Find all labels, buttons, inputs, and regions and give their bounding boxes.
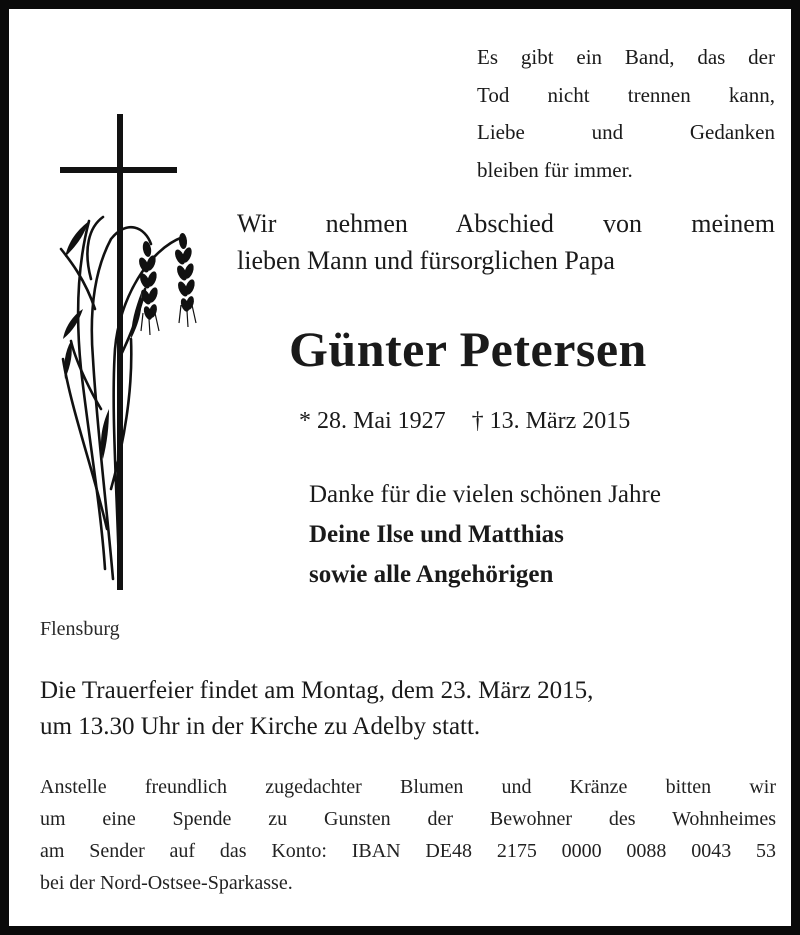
life-dates (299, 405, 630, 437)
donation-line: um eine Spende zu Gunsten der Bewohner des Wohnheimes (40, 808, 776, 830)
cross-with-wheat-icon (49, 109, 219, 599)
deceased-name: Günter Petersen (289, 321, 647, 377)
intro-line: Wir nehmen Abschied von meinem (237, 209, 775, 238)
poem-line: bleiben für immer. (477, 157, 633, 182)
ceremony-line: Die Trauerfeier findet am Montag, dem 23. März 2015, (40, 677, 594, 704)
poem-line: Es gibt ein Band, das der (477, 45, 775, 69)
location: Flensburg (40, 618, 120, 640)
thanks-line: Danke für die vielen schönen Jahre (309, 481, 661, 508)
ceremony-line: um 13.30 Uhr in der Kirche zu Adelby statt. (40, 713, 481, 740)
intro-line: lieben Mann und fürsorglichen Papa (237, 246, 615, 275)
death-date: † 13. März 2015 (471, 408, 631, 434)
relatives-line: sowie alle Angehörigen (309, 561, 554, 588)
donation-line: bei der Nord-Ostsee-Sparkasse. (40, 872, 293, 894)
poem (477, 39, 775, 189)
farewell-intro (237, 205, 775, 279)
donation-line: am Sender auf das Konto: IBAN DE48 2175 0000 0088 0043 53 (40, 840, 776, 862)
ceremony-info (40, 673, 780, 745)
birth-date: * 28. Mai 1927 (299, 408, 446, 434)
donation-info (40, 771, 776, 899)
donation-line: Anstelle freundlich zugedachter Blumen und Kränze bitten wir (40, 776, 776, 798)
mourners-line: Deine Ilse und Matthias (309, 521, 564, 548)
poem-line: Tod nicht trennen kann, (477, 82, 775, 107)
thanks-block (309, 475, 779, 595)
poem-line: Liebe und Gedanken (477, 120, 775, 144)
